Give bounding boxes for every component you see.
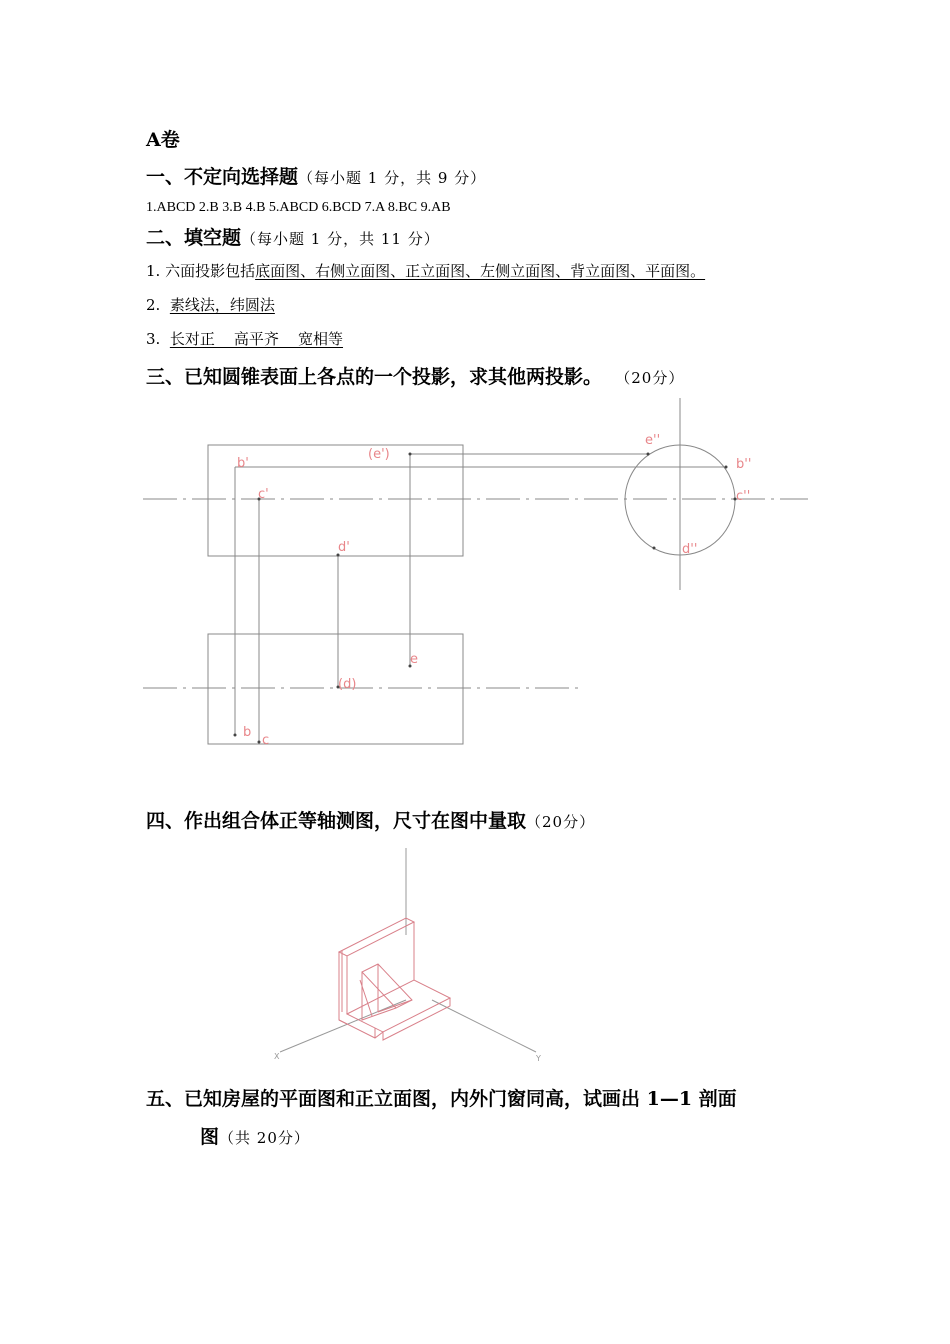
q3-heading — [146, 362, 684, 389]
label-b2: b'' — [736, 457, 752, 472]
label-b3: b — [243, 725, 252, 740]
label-e1: (e') — [368, 447, 390, 462]
label-e2: e'' — [645, 433, 661, 448]
exam-title: A卷 — [146, 129, 180, 151]
q1-heading-text: 一、不定向选择题 — [146, 166, 299, 188]
wedge-base-edge — [378, 1000, 412, 1012]
base-left-side — [339, 1010, 383, 1038]
q4-note: （20分） — [526, 813, 596, 831]
q1-heading — [146, 162, 486, 189]
q2-item-3-prefix: 3. — [146, 330, 161, 348]
q3-heading-text: 三、已知圆锥表面上各点的一个投影，求其他两投影。 — [146, 366, 603, 388]
q2-item-1-answer: 底面图、右侧立面图、正立面图、左侧立面图、背立面图、平面图。 — [255, 262, 706, 280]
q2-item-2-answer: 素线法，纬圆法 — [169, 296, 275, 314]
cone-projection-drawing — [0, 390, 950, 760]
q2-item-3 — [146, 328, 343, 349]
q1-note: （每小题 1 分，共 9 分） — [298, 169, 487, 187]
q1-answers: 1.ABCD 2.B 3.B 4.B 5.ABCD 6.BCD 7.A 8.BC 9.AB — [146, 200, 451, 215]
point-d2 — [653, 547, 656, 550]
y-axis — [432, 1000, 536, 1052]
wall-top-face — [339, 918, 414, 956]
q2-item-1-prefix: 1. 六面投影包括 — [146, 262, 256, 280]
q5-note: （共 20分） — [219, 1129, 310, 1147]
x-axis — [280, 1000, 406, 1052]
q4-heading — [146, 806, 595, 833]
q3-note: （20分） — [615, 369, 685, 387]
point-c3 — [258, 741, 261, 744]
q5-heading2-text: 图 — [200, 1126, 220, 1148]
isometric-drawing — [0, 840, 950, 1070]
point-b3 — [234, 734, 237, 737]
label-d2: d'' — [682, 542, 698, 557]
wedge-slope-face — [362, 964, 412, 1008]
label-d1: d' — [338, 540, 350, 555]
q2-item-2 — [146, 294, 275, 315]
base-bottom-edge — [339, 1020, 347, 1024]
label-c3: c — [262, 733, 270, 748]
point-e1 — [409, 453, 412, 456]
q2-heading — [146, 223, 440, 250]
label-e3: e — [410, 652, 418, 667]
point-b2 — [725, 466, 728, 469]
q2-note: （每小题 1 分，共 11 分） — [241, 230, 440, 248]
point-e2 — [647, 453, 650, 456]
q5-heading: 五、已知房屋的平面图和正立面图，内外门窗同高，试画出 1—1 剖面 — [146, 1088, 737, 1110]
axis-x-label: X — [274, 1052, 280, 1061]
label-c1: c' — [258, 487, 269, 502]
q2-item-1 — [146, 260, 705, 281]
q2-item-2-prefix: 2. — [146, 296, 161, 314]
label-c2: c'' — [736, 489, 751, 504]
q4-heading-text: 四、作出组合体正等轴测图，尺寸在图中量取 — [146, 810, 527, 832]
q5-heading-line2 — [200, 1122, 310, 1149]
q2-item-3-answer: 长对正 高平齐 宽相等 — [169, 330, 344, 348]
label-d3: (d) — [338, 677, 357, 692]
q2-heading-text: 二、填空题 — [146, 227, 242, 249]
axis-y-label: Y — [536, 1054, 541, 1063]
label-b1: b' — [237, 456, 249, 471]
wedge-left-face — [362, 972, 396, 1020]
